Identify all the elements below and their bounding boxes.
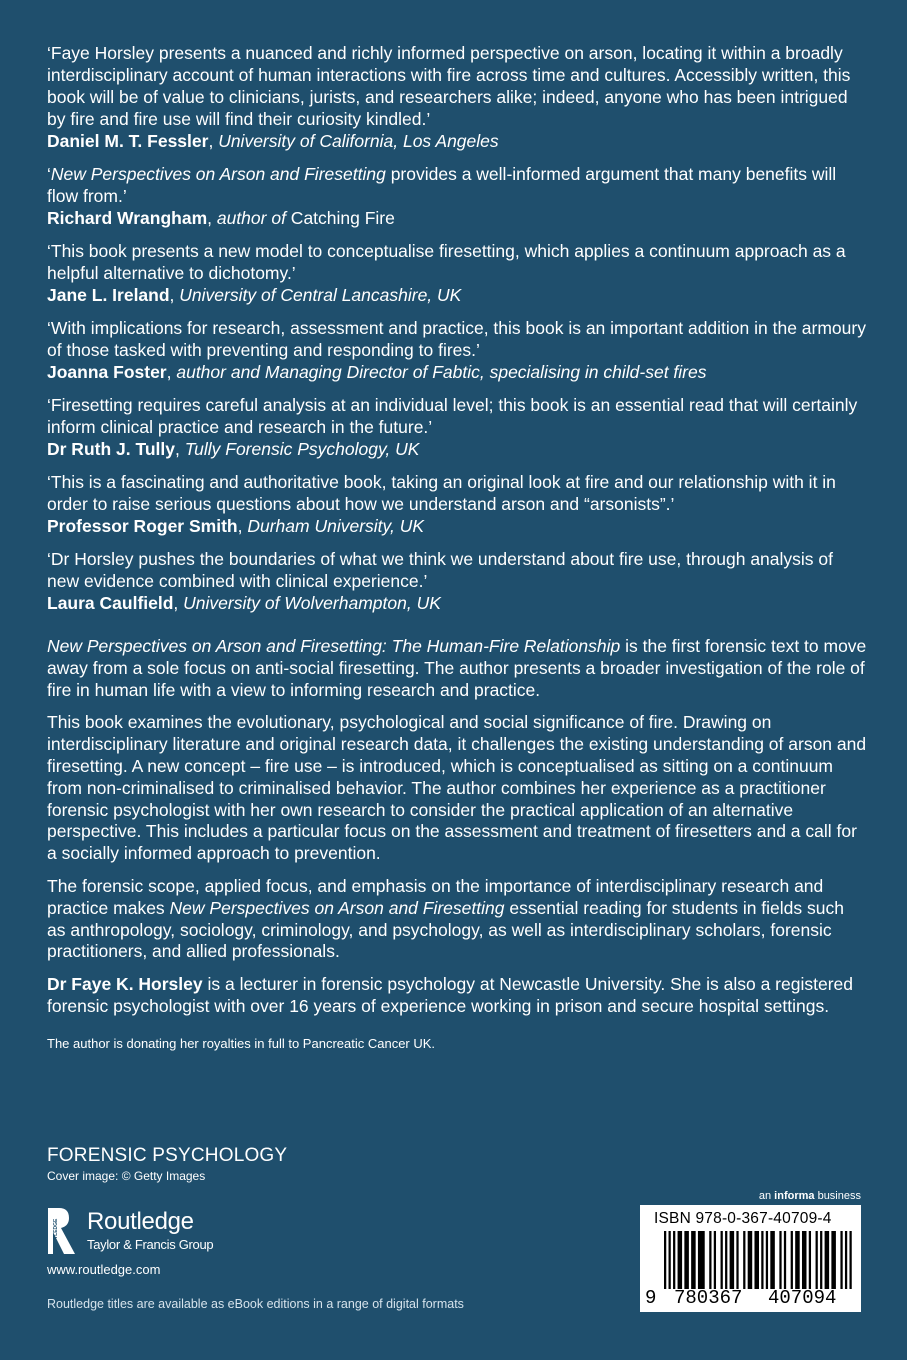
endorsement-text — [47, 394, 867, 438]
logo-vertical-text: ROUTLEDGE — [53, 1218, 59, 1250]
endorser-name: Dr Ruth J. Tully — [47, 439, 176, 459]
endorser-name: Joanna Foster — [47, 362, 167, 382]
barcode-bar — [770, 1231, 775, 1289]
author-name: Dr Faye K. Horsley — [47, 974, 203, 995]
text-run: ‘Dr Horsley pushes the boundaries of what we think we understand about fire use, through analysis of new evidence combined with clinical experience.’ — [47, 549, 834, 591]
endorsement — [47, 240, 867, 306]
barcode-bars — [664, 1231, 854, 1289]
barcode-bar — [736, 1231, 738, 1289]
barcode-bar — [714, 1231, 716, 1289]
text-run: ‘With implications for research, assessment and practice, this book is an important addition in the armoury of those tasked with preventing and responding to fires.’ — [47, 318, 866, 360]
barcode-bar — [784, 1231, 786, 1289]
text-run: ‘Firesetting requires careful analysis at an individual level; this book is an essential read that will certainly inform clinical practice and research in the future.’ — [47, 395, 858, 437]
italic-text: University of Wolverhampton, UK — [183, 593, 441, 613]
endorsement-attribution — [47, 515, 867, 537]
endorsement-attribution — [47, 130, 867, 152]
separator: , — [175, 439, 185, 459]
barcode-bar — [791, 1231, 793, 1289]
separator: , — [169, 285, 180, 305]
barcode-bar — [754, 1231, 759, 1289]
barcode-bar — [849, 1231, 851, 1289]
barcode-digit-group: 407094 — [768, 1287, 837, 1309]
italic-text: University of California, Los Angeles — [218, 131, 499, 151]
endorsement-attribution — [47, 361, 867, 383]
endorsement-text — [47, 471, 867, 515]
barcode-bar — [831, 1231, 836, 1289]
text-run: ‘ — [47, 164, 51, 184]
back-cover-text — [47, 42, 867, 1051]
ebook-note: Routledge titles are available as eBook editions in a range of digital formats — [47, 1297, 464, 1311]
endorser-name: Professor Roger Smith — [47, 516, 238, 536]
separator: , — [208, 131, 219, 151]
text-run: ‘This is a fascinating and authoritative book, taking an original look at fire and our relationship with it in order to raise serious questions about how we understand arson and “arsonists”.’ — [47, 472, 836, 514]
barcode-bar — [664, 1231, 666, 1289]
barcode-bar — [684, 1231, 689, 1289]
separator: , — [173, 593, 184, 613]
separator: , — [166, 362, 177, 382]
text-run: ‘This book presents a new model to conceptualise firesetting, which applies a continuum approach as a helpful alternative to dichotomy.’ — [47, 241, 846, 283]
author-bio — [47, 974, 867, 1018]
barcode-bar — [809, 1231, 811, 1289]
text-run: ‘Faye Horsley presents a nuanced and richly informed perspective on arson, locating it within a broadly interdisciplinary account of human interactions with fire across time and cultures. Accessibly written, this book will be of value to clinicians, jurists, and researchers alike; indeed, anyone who has been intrigued by fire and fire use will find their curiosity kindled.’ — [47, 43, 851, 129]
endorsement-attribution — [47, 592, 867, 614]
barcode-bar — [721, 1231, 723, 1289]
barcode-bar — [669, 1231, 671, 1289]
italic-text: author and Managing Director of Fabtic, specialising in child-set fires — [176, 362, 707, 382]
informa-suffix: business — [814, 1190, 861, 1202]
barcode-bar — [691, 1231, 696, 1289]
description-paragraph — [47, 712, 867, 865]
italic-text: New Perspectives on Arson and Firesetting — [50, 164, 386, 184]
separator: , — [237, 516, 248, 536]
informa-prefix: an — [758, 1190, 775, 1202]
informa-tagline — [759, 1190, 861, 1202]
endorser-name: Laura Caulfield — [47, 593, 174, 613]
endorsement — [47, 394, 867, 460]
endorsement-list — [47, 42, 867, 614]
endorsement — [47, 548, 867, 614]
italic-text: University of Central Lancashire, UK — [179, 285, 462, 305]
isbn-barcode — [640, 1205, 861, 1312]
text-run: provides a well-informed argument that many benefits will flow from.’ — [47, 164, 837, 206]
endorsement — [47, 317, 867, 383]
barcode-bar — [709, 1231, 711, 1289]
informa-brand: informa — [774, 1190, 815, 1202]
description-paragraph — [47, 636, 867, 701]
barcode-digit-group: 9 — [645, 1287, 657, 1309]
barcode-bar — [743, 1231, 745, 1289]
text-run: The forensic scope, applied focus, and emphasis on the importance of interdisciplinary research and practice makes — [47, 875, 824, 918]
author-bio-text: is a lecturer in forensic psychology at Newcastle University. She is also a registered forensic psychologist with over 16 years of experience working in prison and secure hospital settings. — [47, 974, 853, 1016]
barcode-bar — [779, 1231, 781, 1289]
publisher-website: www.routledge.com — [47, 1262, 161, 1277]
italic-text: Durham University, UK — [247, 516, 425, 536]
barcode-bar — [845, 1231, 847, 1289]
barcode-bar — [673, 1231, 675, 1289]
endorsement — [47, 471, 867, 537]
barcode-bar — [795, 1231, 800, 1289]
description-paragraph — [47, 876, 867, 963]
subject-category: FORENSIC PSYCHOLOGY — [47, 1145, 288, 1166]
endorsement-text — [47, 163, 867, 207]
publisher-group: Taylor & Francis Group — [87, 1237, 214, 1252]
endorser-name: Daniel M. T. Fessler — [47, 131, 209, 151]
publisher-name: Routledge — [87, 1208, 194, 1235]
endorsement-attribution — [47, 284, 867, 306]
barcode-digit-group: 780367 — [674, 1287, 743, 1309]
routledge-logo-icon — [45, 1206, 79, 1256]
cover-credit: Cover image: © Getty Images — [47, 1169, 206, 1183]
barcode-bar — [766, 1231, 768, 1289]
italic-text: Tully Forensic Psychology, UK — [184, 439, 420, 459]
isbn-label: ISBN 978-0-367-40709-4 — [654, 1210, 832, 1227]
endorsement — [47, 42, 867, 152]
barcode-bar — [748, 1231, 753, 1289]
barcode-bar — [678, 1231, 683, 1289]
barcode-bar — [761, 1231, 763, 1289]
endorsement-text — [47, 240, 867, 284]
barcode-bar — [825, 1231, 830, 1289]
barcode-bar — [820, 1231, 822, 1289]
endorser-name: Richard Wrangham — [47, 208, 208, 228]
endorsement-text — [47, 317, 867, 361]
barcode-bar — [840, 1231, 842, 1289]
royalties-note: The author is donating her royalties in full to Pancreatic Cancer UK. — [47, 1035, 436, 1051]
text-run: This book examines the evolutionary, psychological and social significance of fire. Drawing on interdisciplinary literature and original research data, it challenges the existing understanding of arson and firesetting. A new concept – fire use – is introduced, which is conceptualised as sitting on a continuum from non-criminalised to criminalised behavior. The author combines her experience as a practitioner forensic psychologist with her own research to consider the practical application of an alternative perspective. This includes a particular focus on the assessment and treatment of firesetters and a call for a socially informed approach to prevention. — [47, 712, 867, 864]
endorsement-attribution — [47, 207, 867, 229]
barcode-bar — [698, 1231, 705, 1289]
barcode-bar — [725, 1231, 727, 1289]
italic-text: author of — [216, 208, 286, 228]
text-run: essential reading for students in fields such as anthropology, sociology, criminology, and psychology, as well as interdisciplinary scholars, forensic practitioners, and allied professionals. — [47, 897, 844, 962]
endorsement-text — [47, 548, 867, 592]
barcode-bar — [802, 1231, 807, 1289]
endorsement-text — [47, 42, 867, 130]
book-description — [47, 636, 867, 963]
barcode-bar — [816, 1231, 818, 1289]
italic-text: New Perspectives on Arson and Firesetting — [169, 897, 505, 918]
separator: , — [207, 208, 217, 228]
endorsement — [47, 163, 867, 229]
endorsement-attribution — [47, 438, 867, 460]
text-run: is the first forensic text to move away from a sole focus on anti-social firesetting. The author presents a broader investigation of the role of fire in human life with a view to informing research and practice. — [47, 636, 867, 700]
routledge-logo — [45, 1206, 245, 1256]
endorser-name: Jane L. Ireland — [47, 285, 170, 305]
italic-text: New Perspectives on Arson and Firesetting: The Human-Fire Relationship — [47, 636, 621, 656]
text-run: Catching Fire — [285, 208, 395, 228]
barcode-bar — [730, 1231, 735, 1289]
